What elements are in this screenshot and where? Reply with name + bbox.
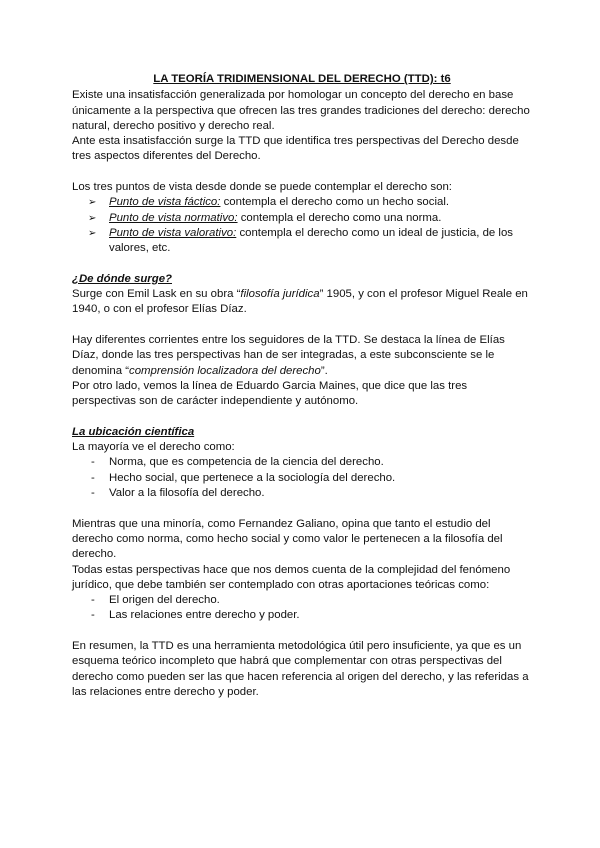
work-title: filosofía jurídica (240, 288, 320, 301)
list-item-text: El origen del derecho. (109, 594, 220, 607)
point-label: Punto de vista normativo: (109, 211, 238, 224)
dash-bullet: - (91, 609, 95, 622)
intro-paragraph-1: Existe una insatisfacción generalizada por homologar un concepto del derecho en base únicamente a la perspectiva que ofrecen las tres grandes tradiciones del derecho: derecho natural, derecho positivo y derecho real. (72, 89, 530, 132)
point-text: contempla el derecho como un hecho social. (220, 196, 450, 209)
list-item-text: Valor a la filosofía del derecho. (109, 487, 265, 500)
list-item-text: Norma, que es competencia de la ciencia del derecho. (109, 456, 384, 469)
location-list-2 (72, 593, 532, 624)
origin-paragraph-2 (72, 333, 532, 379)
intro-paragraph-2: Ante esta insatisfacción surge la TTD que identifica tres perspectivas del Derecho desde tres aspectos diferentes del Derecho. (72, 135, 519, 163)
arrow-bullet-icon: ➢ (88, 197, 97, 209)
text-run: Hay diferentes corrientes entre los seguidores de la TTD. Se destaca la línea de Elías Díaz, donde las tres perspectivas han de ser integradas, a este subconsciente se le denomina “ (72, 334, 505, 377)
text-run: Surge con Emil Lask en su obra “ (72, 288, 241, 301)
list-item (72, 608, 532, 623)
term-italic: comprensión localizadora del derecho (129, 364, 321, 377)
arrow-bullet-icon: ➢ (88, 212, 97, 224)
document-title: LA TEORÍA TRIDIMENSIONAL DEL DERECHO (TTD): t6 (153, 73, 451, 85)
point-label: Punto de vista valorativo: (109, 226, 237, 239)
location-paragraph-2: Todas estas perspectivas hace que nos demos cuenta de la complejidad del fenómeno jurídico, que debe también ser contemplado con otras aportaciones teóricas como: (72, 563, 511, 591)
points-list (72, 195, 532, 256)
points-intro: Los tres puntos de vista desde donde se puede contemplar el derecho son: (72, 181, 452, 194)
dash-bullet: - (91, 594, 95, 607)
origin-paragraph-3: Por otro lado, vemos la línea de Eduardo Garcia Maines, que dice que las tres perspectivas son de carácter independiente y autónomo. (72, 379, 468, 408)
arrow-bullet-icon: ➢ (88, 227, 97, 239)
list-item (72, 211, 532, 226)
point-text: contempla el derecho como un ideal de justicia, de los valores, etc. (109, 226, 513, 255)
dash-bullet: - (91, 487, 95, 500)
dash-bullet: - (91, 456, 95, 469)
origin-heading: ¿De dónde surge? (72, 272, 172, 285)
list-item-text: Las relaciones entre derecho y poder. (109, 609, 300, 622)
list-item-text: Hecho social, que pertenece a la sociología del derecho. (109, 471, 396, 484)
origin-paragraph-1 (72, 287, 532, 318)
list-item (72, 471, 532, 486)
location-paragraph-1: Mientras que una minoría, como Fernandez Galiano, opina que tanto el estudio del derecho como norma, como hecho social y como valor le pertenecen a la filosofía del derecho. (72, 517, 503, 561)
point-label: Punto de vista fáctico: (109, 196, 221, 209)
location-heading: La ubicación científica (72, 425, 195, 438)
location-list (72, 455, 532, 501)
list-item (72, 195, 532, 210)
dash-bullet: - (91, 471, 95, 484)
list-item (72, 593, 532, 608)
list-item (72, 226, 532, 257)
point-text: contempla el derecho como una norma. (237, 211, 442, 224)
text-run: ” 1905, y con el profesor Miguel Reale en 1940, o con el profesor Elías Díaz. (72, 288, 528, 316)
text-run: ”. (320, 364, 328, 377)
list-item (72, 455, 532, 470)
summary-paragraph: En resumen, la TTD es una herramienta metodológica útil pero insuficiente, ya que es un esquema teórico incompleto que habrá que complementar con otras perspectivas del derecho como pueden ser las que hacen referencia al origen del derecho, y las referidas a las relaciones entre derecho y poder. (72, 639, 529, 698)
location-intro: La mayoría ve el derecho como: (72, 441, 235, 454)
document-page (72, 72, 532, 700)
list-item (72, 486, 532, 501)
